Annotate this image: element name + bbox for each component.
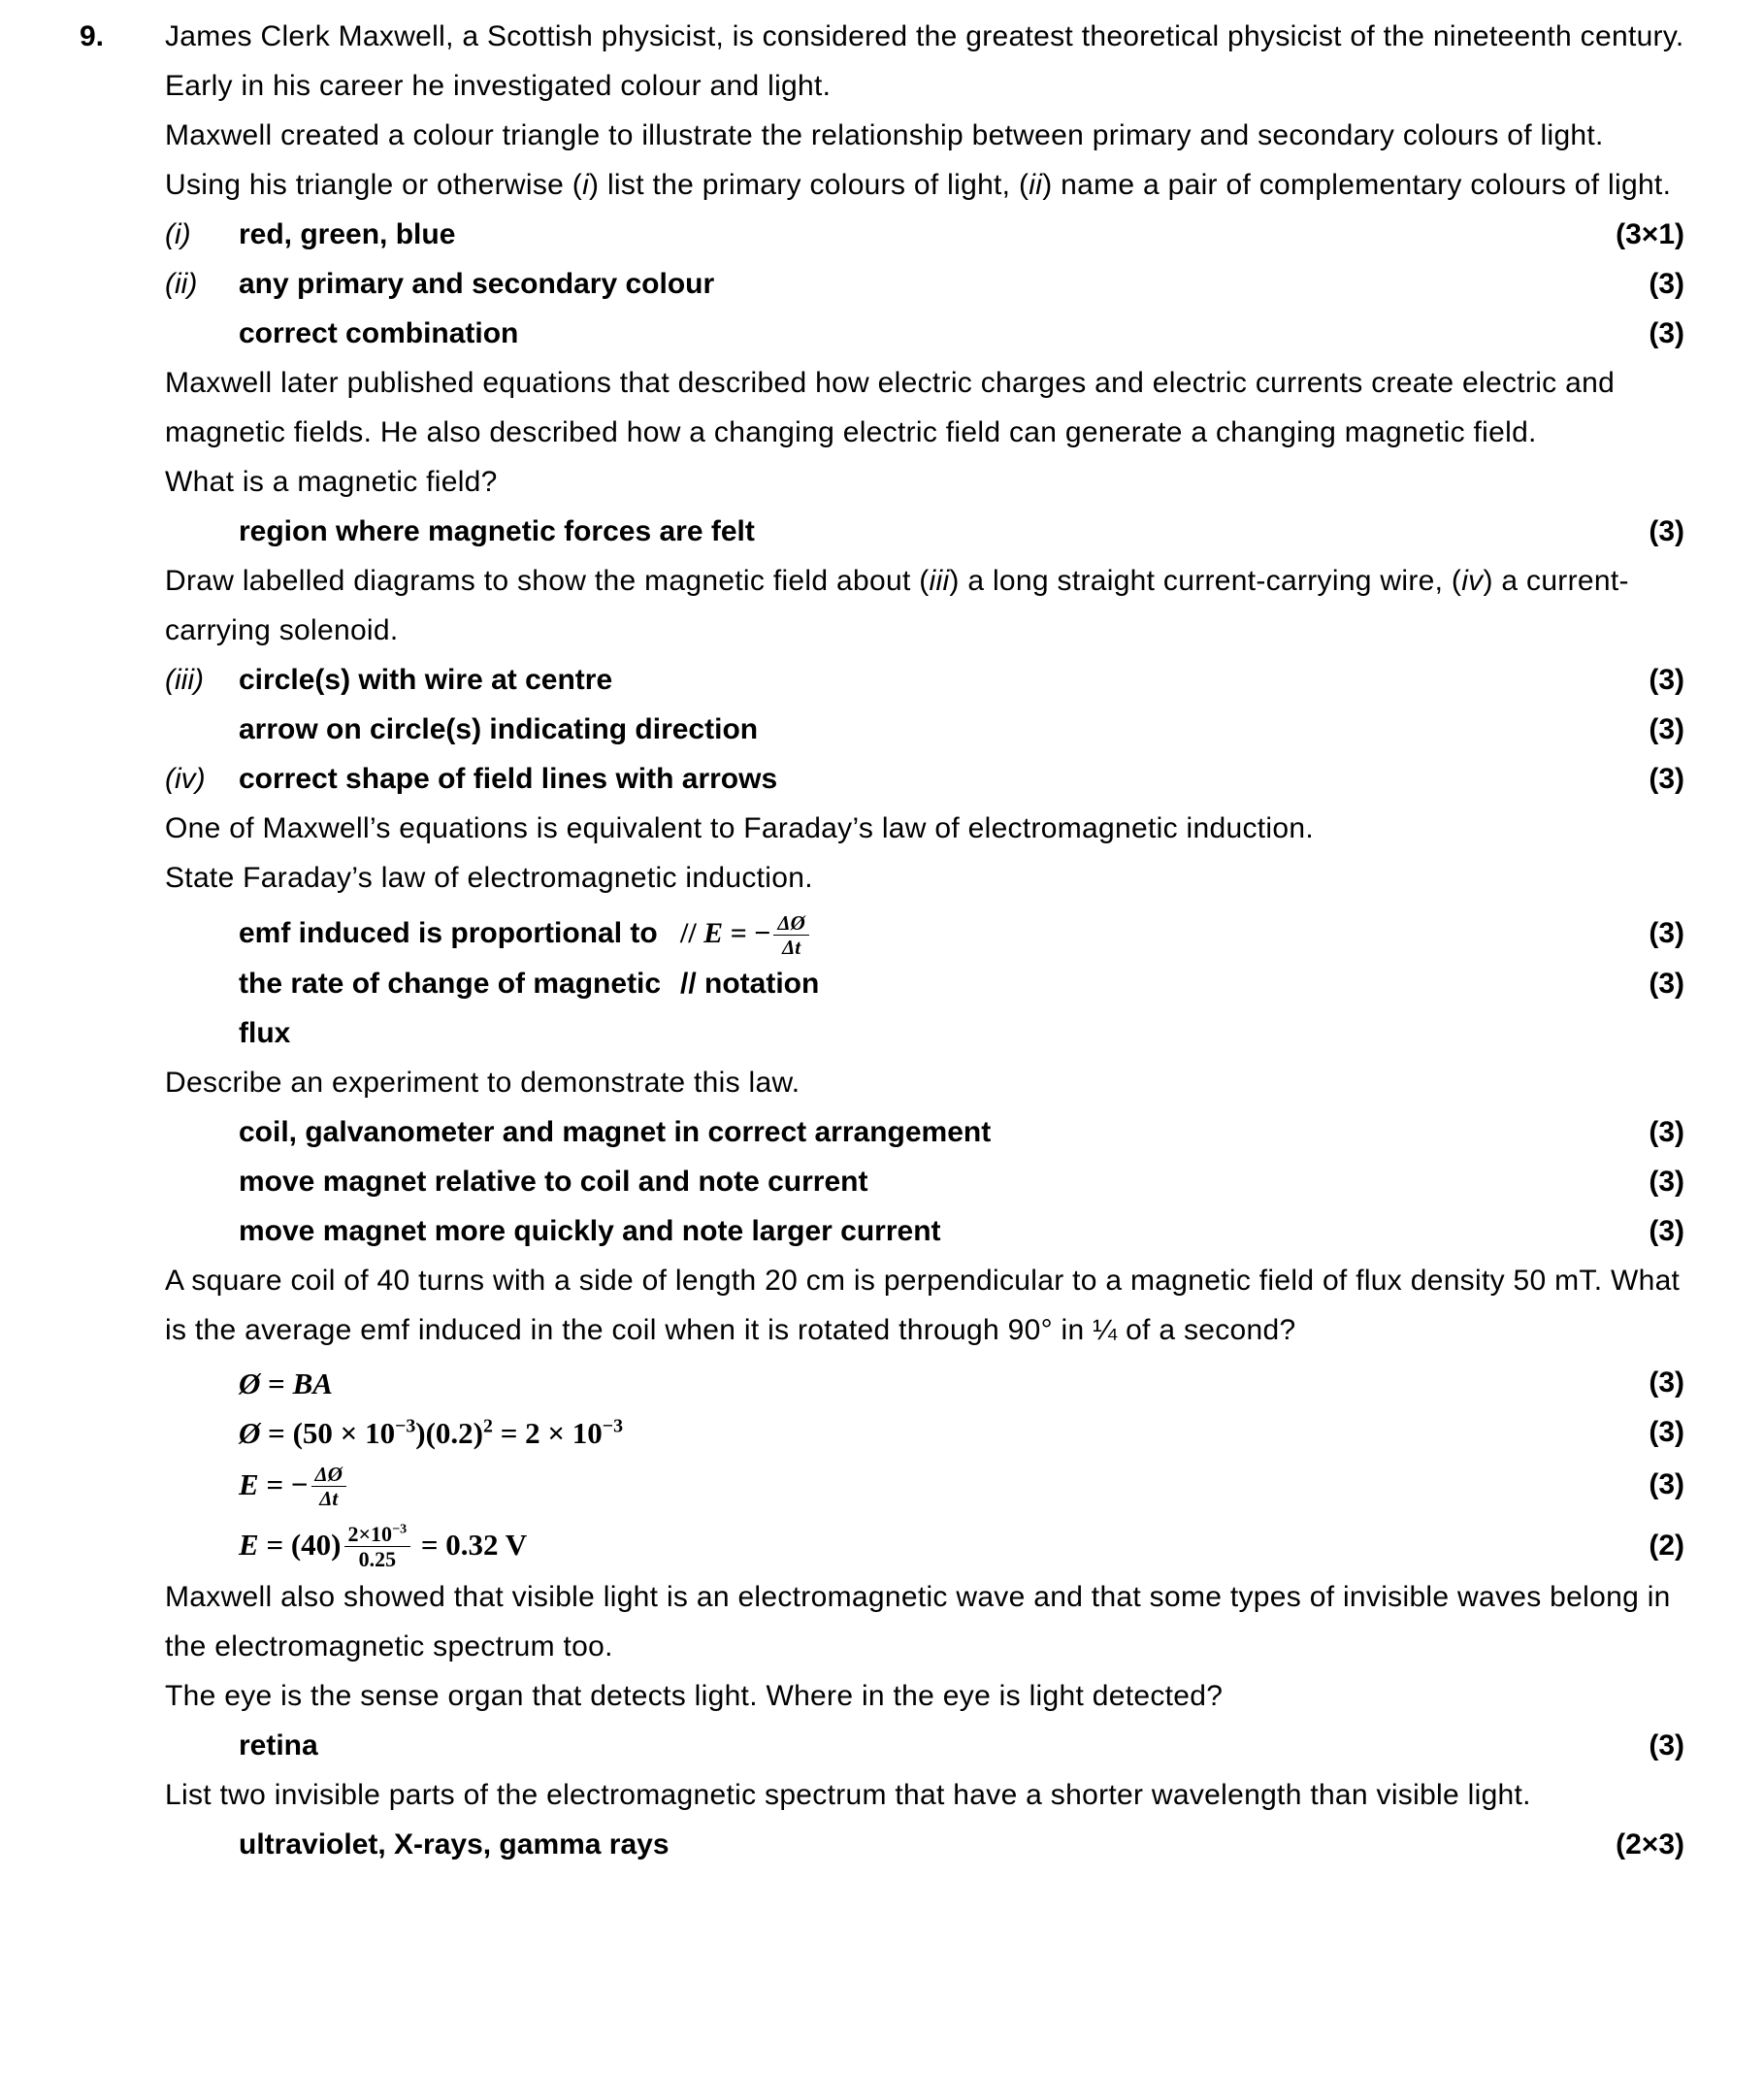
value-result-0point32-volts: 0.32 V xyxy=(445,1528,528,1563)
fraction-denominator-delta-t: Δt xyxy=(782,935,801,959)
roman-iii-inline: iii xyxy=(929,565,950,597)
answer-row-correct-combination xyxy=(78,309,1686,358)
question-block-describe-experiment xyxy=(78,1058,1686,1107)
formula-symbol-E: E xyxy=(703,917,724,949)
answer-row-experiment-1 xyxy=(78,1107,1686,1157)
paragraph-intro-2 xyxy=(165,111,1686,210)
fraction-delta-phi-delta-t xyxy=(773,912,808,958)
question-block-square-coil xyxy=(78,1256,1686,1355)
question-number: 9. xyxy=(80,20,105,52)
formula-flux-substitution xyxy=(165,1408,1541,1458)
fraction-numerator-delta-phi-2: ΔØ xyxy=(311,1464,346,1487)
paragraph-visible-light: Maxwell also showed that visible light is an electromagnetic wave and that some types of invisible waves belong in the electromagnetic spectrum too. xyxy=(165,1580,1671,1662)
answer-row-faraday-1 xyxy=(78,908,1686,959)
symbol-flux-2: Ø xyxy=(239,1415,261,1450)
paragraph-maxwell-equations: Maxwell later published equations that described how electric charges and electric currents create electric and magnetic fields. He also described how a changing electric field can generate a changing magnetic field. xyxy=(165,367,1616,448)
answer-faraday-2 xyxy=(165,959,1541,1058)
marks-diagram-iii-arrow: (3) xyxy=(1649,713,1684,745)
paragraph-square-coil: A square coil of 40 turns with a side of length 20 cm is perpendicular to a magnetic field of flux density 50 mT. What is the average emf induced in the coil when it is rotated through 90° in ¼ of a second? xyxy=(165,1264,1681,1346)
question-block-draw-diagrams xyxy=(78,556,1686,655)
answer-row-diagram-iii xyxy=(78,655,1686,705)
answer-text-faraday-1: emf induced is proportional to xyxy=(239,917,658,949)
marks-experiment-3: (3) xyxy=(1649,1214,1684,1247)
answer-row-retina xyxy=(78,1721,1686,1770)
paragraph-intro-1: James Clerk Maxwell, a Scottish physicist, is considered the greatest theoretical physicist of the nineteenth century. Early in his career he investigated colour and light. xyxy=(165,20,1684,102)
roman-i-inline: i xyxy=(582,169,590,201)
marks-faraday-1: (3) xyxy=(1649,916,1684,949)
marks-calc-2: (3) xyxy=(1649,1416,1684,1449)
question-block-visible-light xyxy=(78,1572,1686,1721)
answer-text-faraday-2-notation: // notation xyxy=(680,967,820,1000)
label-roman-i: (i) xyxy=(165,218,191,250)
marks-retina: (3) xyxy=(1649,1728,1684,1761)
value-50: 50 xyxy=(302,1415,333,1450)
equals-sign-2: = xyxy=(268,1415,285,1450)
answer-text-faraday-2: the rate of change of magnetic flux xyxy=(239,967,662,1049)
answer-faraday-1 xyxy=(165,908,1541,959)
numerator-exponent-neg3: −3 xyxy=(392,1522,408,1538)
answer-text-experiment-2: move magnet relative to coil and note current xyxy=(239,1165,868,1198)
answer-row-calc-4 xyxy=(78,1520,1686,1571)
equals-sign-5: = xyxy=(266,1528,284,1563)
fraction-numerator-delta-phi: ΔØ xyxy=(773,912,808,936)
marks-diagram-iv: (3) xyxy=(1649,763,1684,795)
answer-row-diagram-iv xyxy=(78,754,1686,804)
question-intro-body xyxy=(165,12,1686,210)
formula-faraday-emf xyxy=(680,908,1541,959)
marks-colours-i: (3×1) xyxy=(1616,218,1684,250)
paragraph-describe-experiment: Describe an experiment to demonstrate this law. xyxy=(165,1066,800,1099)
minus-sign-2: − xyxy=(290,1466,309,1501)
answer-text-diagram-iii-arrow: arrow on circle(s) indicating direction xyxy=(239,713,759,745)
marks-spectrum: (2×3) xyxy=(1616,1827,1684,1860)
answer-text-retina: retina xyxy=(239,1728,318,1761)
fraction-denominator-0point25: 0.25 xyxy=(358,1547,397,1572)
value-0point2: (0.2) xyxy=(425,1415,484,1450)
answer-text-diagram-iv: correct shape of field lines with arrows xyxy=(239,763,778,795)
formula-flux-equals-BA xyxy=(165,1359,1541,1408)
marks-experiment-2: (3) xyxy=(1649,1165,1684,1198)
answer-row-diagram-iii-arrow xyxy=(78,705,1686,754)
formula-E-equals-minus-dphi-dt xyxy=(165,1460,1541,1510)
fraction-flux-over-time xyxy=(344,1523,411,1570)
symbol-E-2: E xyxy=(239,1466,259,1501)
answer-row-experiment-3 xyxy=(78,1206,1686,1256)
exponent-neg3-2: −3 xyxy=(602,1415,623,1437)
marks-experiment-1: (3) xyxy=(1649,1115,1684,1148)
intro2-part-a: Maxwell created a colour triangle to illustrate the relationship between primary and secondary colours of light. Using his triangle or otherwise ( xyxy=(165,119,1604,201)
formula-equals: = xyxy=(730,917,747,949)
paragraph-eye-question: The eye is the sense organ that detects light. Where in the eye is light detected? xyxy=(165,1679,1224,1712)
answer-row-calc-1 xyxy=(78,1359,1686,1408)
formula-final-emf-result xyxy=(165,1520,1541,1571)
open-paren-1: ( xyxy=(292,1415,303,1450)
value-ten-2: 10 xyxy=(572,1415,603,1450)
intro2-part-c: ) name a pair of complementary colours of light. xyxy=(1042,169,1672,201)
answer-text-colours-ii: any primary and secondary colour xyxy=(239,268,715,300)
marks-calc-4: (2) xyxy=(1649,1529,1684,1562)
fraction-delta-phi-delta-t-2 xyxy=(311,1464,346,1509)
marks-calc-3: (3) xyxy=(1649,1467,1684,1500)
symbol-BA: BA xyxy=(292,1366,333,1400)
answer-row-calc-3 xyxy=(78,1460,1686,1510)
answer-text-field-definition: region where magnetic forces are felt xyxy=(239,515,755,547)
answer-text-experiment-3: move magnet more quickly and note larger current xyxy=(239,1214,941,1247)
answer-row-faraday-2 xyxy=(78,959,1686,1058)
times-sign-2: × xyxy=(547,1415,566,1450)
paragraph-draw-diagrams xyxy=(165,556,1686,655)
paragraph-state-faraday: State Faraday’s law of electromagnetic induction. xyxy=(165,862,813,894)
paragraph-what-is-magnetic-field: What is a magnetic field? xyxy=(165,466,498,498)
answer-row-spectrum xyxy=(78,1820,1686,1869)
symbol-flux-1: Ø xyxy=(239,1366,261,1400)
fraction-denominator-delta-t-2: Δt xyxy=(319,1487,339,1511)
marks-colours-ii: (3) xyxy=(1649,268,1684,300)
answer-row-colours-ii xyxy=(78,259,1686,309)
answer-row-colours-i xyxy=(78,210,1686,259)
roman-iv-inline: iv xyxy=(1461,565,1484,597)
answer-text-correct-combination: correct combination xyxy=(239,317,519,349)
label-roman-iii: (iii) xyxy=(165,664,204,696)
answer-colours-ii xyxy=(165,259,1541,309)
question-block-faraday xyxy=(78,804,1686,903)
equals-sign-6: = xyxy=(420,1528,439,1563)
answer-text-spectrum: ultraviolet, X-rays, gamma rays xyxy=(239,1827,670,1860)
label-roman-ii: (ii) xyxy=(165,268,198,300)
answer-row-calc-2 xyxy=(78,1408,1686,1458)
equals-sign-4: = xyxy=(266,1466,284,1501)
marks-diagram-iii: (3) xyxy=(1649,664,1684,696)
question-block-intro xyxy=(78,12,1686,210)
marks-calc-1: (3) xyxy=(1649,1366,1684,1399)
marks-correct-combination: (3) xyxy=(1649,317,1684,349)
paragraph-faraday-equivalent: One of Maxwell’s equations is equivalent to Faraday’s law of electromagnetic induction. xyxy=(165,812,1314,844)
formula-minus: − xyxy=(754,917,771,949)
draw-part-a: Draw labelled diagrams to show the magnetic field about ( xyxy=(165,565,930,597)
equals-sign-1: = xyxy=(268,1366,285,1400)
symbol-E-3: E xyxy=(239,1528,259,1563)
numerator-base: 2×10 xyxy=(347,1522,393,1547)
times-sign-1: × xyxy=(340,1415,358,1450)
answer-colours-i xyxy=(165,210,1541,259)
answer-diagram-iii xyxy=(165,655,1541,705)
value-ten-1: 10 xyxy=(365,1415,396,1450)
roman-ii-inline: ii xyxy=(1029,169,1043,201)
exponent-2: 2 xyxy=(483,1415,493,1437)
exponent-neg3-1: −3 xyxy=(395,1415,416,1437)
answer-diagram-iv xyxy=(165,754,1541,804)
answer-row-field-definition xyxy=(78,507,1686,556)
answer-text-colours-i: red, green, blue xyxy=(239,218,456,250)
fraction-numerator-2x10neg3 xyxy=(344,1523,411,1547)
answer-text-experiment-1: coil, galvanometer and magnet in correct arrangement xyxy=(239,1115,992,1148)
intro2-part-b: ) list the primary colours of light, ( xyxy=(589,169,1029,201)
value-result-2: 2 xyxy=(525,1415,540,1450)
paragraph-list-invisible: List two invisible parts of the electromagnetic spectrum that have a shorter wavelength than visible light. xyxy=(165,1778,1531,1811)
question-block-list-invisible xyxy=(78,1770,1686,1820)
question-block-maxwell-equations xyxy=(78,358,1686,507)
answer-text-diagram-iii: circle(s) with wire at centre xyxy=(239,664,613,696)
label-roman-iv: (iv) xyxy=(165,763,206,795)
value-40-turns: (40) xyxy=(290,1528,342,1563)
marks-field-definition: (3) xyxy=(1649,515,1684,547)
equals-sign-3: = xyxy=(500,1415,518,1450)
close-paren-1: ) xyxy=(415,1415,426,1450)
answer-row-experiment-2 xyxy=(78,1157,1686,1206)
marks-faraday-2: (3) xyxy=(1649,967,1684,1000)
draw-part-c: ) a current-carrying solenoid. xyxy=(165,565,1629,646)
draw-part-b: ) a long straight current-carrying wire, ( xyxy=(949,565,1462,597)
formula-slashes: // xyxy=(680,917,697,949)
